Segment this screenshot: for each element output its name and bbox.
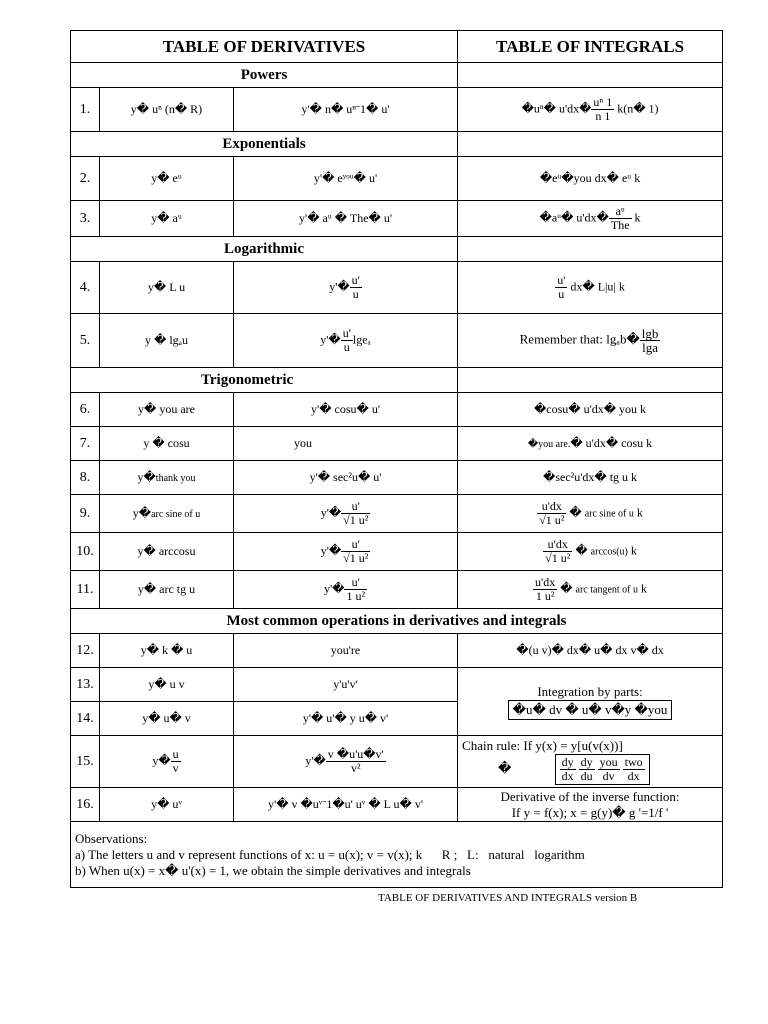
section-logarithmic: Logarithmic — [71, 237, 458, 262]
observations-title: Observations: — [75, 830, 148, 846]
page-footer: TABLE OF DERIVATIVES AND INTEGRALS version B — [378, 892, 638, 904]
observation-a: a) The letters u and v represent functions of x: u = u(x); v = v(x); k R ; L: natural logarithm — [75, 846, 585, 862]
derivative-cell: y'� n� uⁿˉ1� u' — [234, 88, 458, 132]
table-row: 7. y � cosu you �you are.� u'dx� cosu k — [71, 427, 723, 461]
table-row: 9. y�arc sine of u y'� $\frac{u'}{\text{√1 u²}}$ $\frac{u'dx}{\text{√1 u²}}$ � arc sine of u k — [71, 495, 723, 533]
inverse-function-cell: Derivative of the inverse function: If y = f(x); x = g(y)� g '=1/f ' — [458, 788, 723, 822]
table-row: 2. y� eᵘ y'� eʸᵒᵘ� u' �eᵘ�you dx� eᵘ k — [71, 157, 723, 201]
observations — [71, 822, 723, 888]
derivatives-header: TABLE OF DERIVATIVES — [71, 31, 458, 63]
derivatives-integrals-table — [70, 30, 723, 888]
section-exponentials: Exponentials — [71, 132, 458, 157]
table-row: 5. y � lgₐu y'� $\frac{u'}{u}$ lgeₐ Remember that: lgₐb� $\frac{\lg b}{\lg a}$ — [71, 314, 723, 368]
section-trigonometric: Trigonometric — [71, 368, 458, 393]
integration-by-parts-cell: Integration by parts: �u� dv � u� v�y �you — [458, 668, 723, 736]
chain-rule-cell: Chain rule: If y(x) = y[u(v(x))] � $\frac{dy}{dx}$ $\frac{dy}{du}$ $\frac{\text{you}}{dv}$ $\frac{\text{two}}{dx}$ — [458, 736, 723, 788]
table-row: 12. y� k � u you're �(u v)� dx� u� dx v� dx — [71, 634, 723, 668]
integral-cell: �uⁿ� u'dx� $\frac{\text{uⁿ 1}}{n 1}$ k(n� 1) — [458, 88, 723, 132]
table-row: 11. y� arc tg u y'� $\frac{u'}{\text{1 u²}}$ $\frac{u'dx}{\text{1 u²}}$ � arc tangent of u k — [71, 571, 723, 609]
section-powers: Powers — [71, 63, 458, 88]
table-row: 15. y� $\frac{u}{v}$ y'� $\frac{v �u'u�v'}{\text{v²}}$ Chain rule: If y(x) = y[u(v(x))] � $\frac{dy}{dx}$ $\frac{dy}{du}$ $\frac{\text{you}}{dv}$ $\frac{\text{two}}{dx}$ — [71, 736, 723, 788]
table-row — [71, 88, 723, 132]
row-number: 1. — [71, 88, 100, 132]
table-row: 3. y� aᵘ y'� aᵘ � The� u' �aᵘ� u'dx� $\frac{\text{aᵘ}}{\text{The}}$ k — [71, 201, 723, 237]
table-row: 10. y� arccosu y'� $\frac{u'}{\text{√1 u²}}$ $\frac{u'dx}{\text{√1 u²}}$ � arccos(u) k — [71, 533, 723, 571]
observation-b: b) When u(x) = x� u'(x) = 1, we obtain the simple derivatives and integrals — [75, 862, 471, 878]
table-row: 6. y� you are y'� cosu� u' �cosu� u'dx� you k — [71, 393, 723, 427]
table-row: 4. y� L u y'� $\frac{u'}{u}$ $\frac{u'}{u}$ dx� L|u| k — [71, 262, 723, 314]
section-common-operations: Most common operations in derivatives and integrals — [71, 609, 723, 634]
function-cell: y� uⁿ (n� R) — [100, 88, 234, 132]
integrals-header: TABLE OF INTEGRALS — [458, 31, 723, 63]
table-row: 16. y� uᵛ y'� v �uᵛˉ1�u' uᵛ � L u� v' Derivative of the inverse function: If y = f(x); x = g(y)� g '=1/f ' — [71, 788, 723, 822]
table-row: 13. y� u v y'u'v' Integration by parts: �u� dv � u� v�y �you — [71, 668, 723, 702]
table-row: 8. y�thank you y'� sec²u� u' �sec²u'dx� tg u k — [71, 461, 723, 495]
table-row: 14. y� u� v y'� u'� y u� v' — [71, 702, 723, 736]
